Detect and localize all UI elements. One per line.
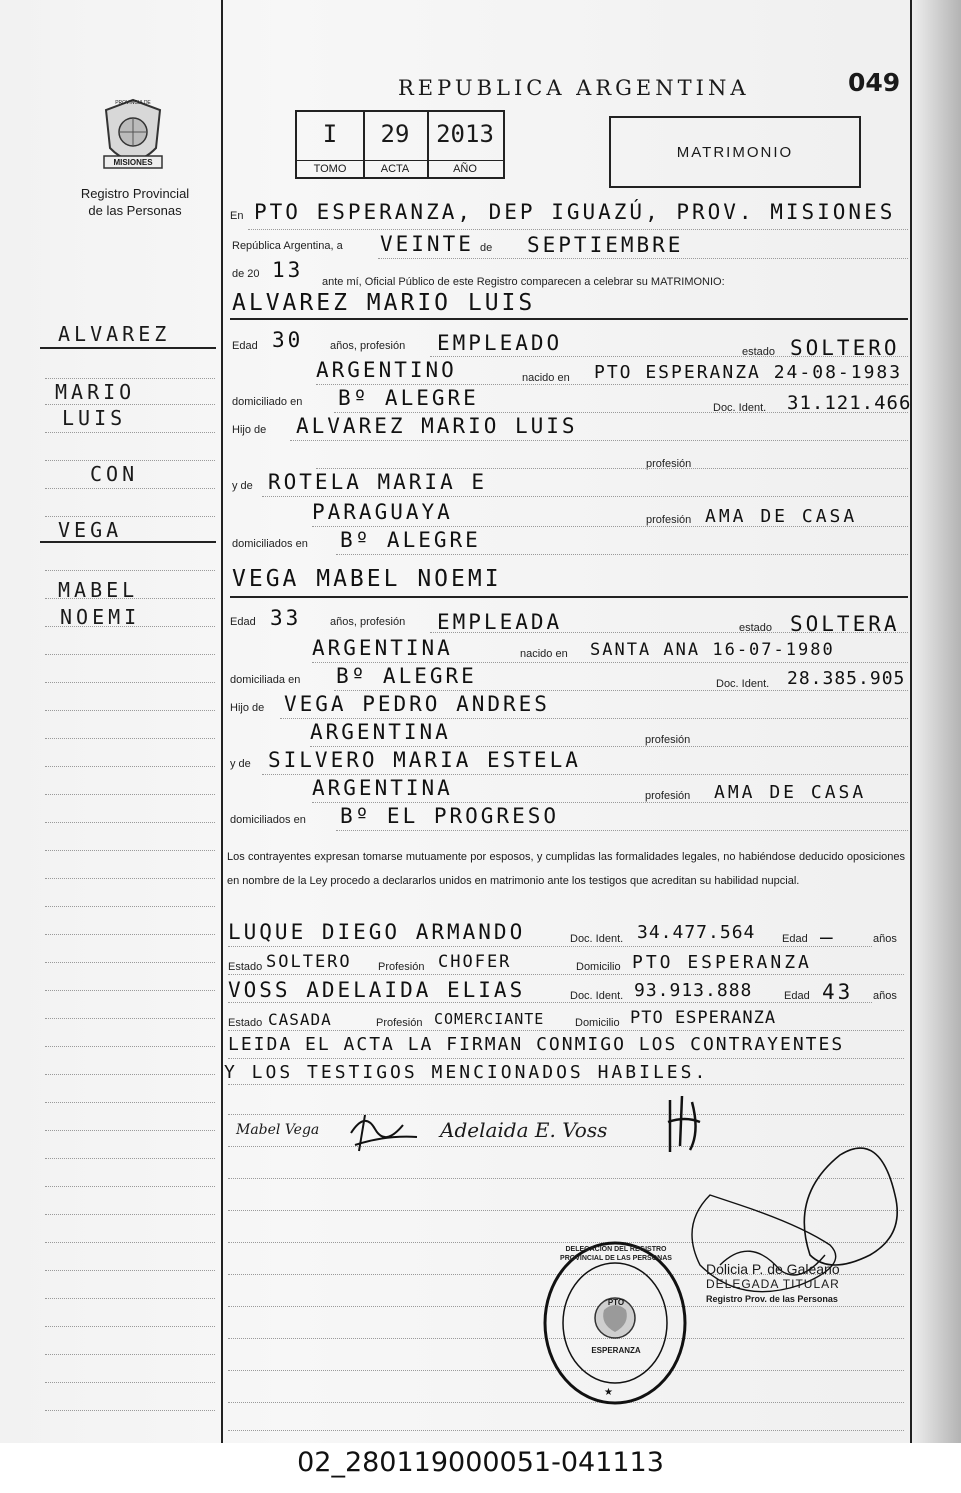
groom-status: SOLTERO xyxy=(790,336,900,360)
margin-bride-name2: NOEMI xyxy=(60,605,141,629)
acta-cell xyxy=(363,112,429,177)
month-value: SEPTIEMBRE xyxy=(527,233,684,257)
bride-name-line xyxy=(230,596,908,598)
witness2-anos-label: años xyxy=(873,990,897,1002)
year-prefix: de 20 xyxy=(232,268,260,280)
margin-divider-line xyxy=(221,0,223,1443)
bride-status: SOLTERA xyxy=(790,612,900,636)
witness1-estado-label: Estado xyxy=(228,961,263,973)
bride-parents-address: Bº EL PROGRESO xyxy=(340,804,560,828)
bride-line-4 xyxy=(334,690,908,691)
witness2-name: VOSS ADELAIDA ELIAS xyxy=(228,978,526,1002)
groom-line-5 xyxy=(290,440,908,441)
groom-nationality: ARGENTINO xyxy=(316,358,457,382)
groom-line-2 xyxy=(430,356,908,357)
margin-groom-surname: ALVAREZ xyxy=(58,322,171,346)
groom-line-6 xyxy=(316,468,908,469)
date-line xyxy=(378,258,908,259)
logo-text-top: PROVINCIA DE xyxy=(115,100,151,106)
witness2-line-2 xyxy=(228,1030,904,1031)
groom-doc-label: Doc. Ident. xyxy=(713,402,767,414)
registry-caption-line2: de las Personas xyxy=(88,203,182,218)
groom-father: ALVAREZ MARIO LUIS xyxy=(296,414,578,438)
page-number: 049 xyxy=(848,68,901,97)
witness2-estado-label: Estado xyxy=(228,1017,263,1029)
country-title: REPUBLICA ARGENTINA xyxy=(398,76,750,100)
witness2-edad-label: Edad xyxy=(784,990,810,1002)
groom-yde-label: y de xyxy=(232,480,253,492)
witness2-doc-label: Doc. Ident. xyxy=(570,990,624,1002)
groom-line-7 xyxy=(262,496,908,497)
day-value: VEINTE xyxy=(380,232,474,256)
witness2-status: CASADA xyxy=(268,1010,332,1029)
groom-estado-label: estado xyxy=(742,346,776,358)
tomo-label: TOMO xyxy=(297,160,363,177)
tomo-cell xyxy=(297,112,365,177)
groom-line-4 xyxy=(334,412,908,413)
intro-sentence: ante mí, Oficial Público de este Registro comparecen a celebrar su MATRIMONIO: xyxy=(322,276,725,288)
bride-line-3 xyxy=(312,662,908,663)
witness1-anos-label: años xyxy=(873,933,897,945)
right-border-line xyxy=(910,0,912,1443)
groom-hijo-label: Hijo de xyxy=(232,424,267,436)
bride-father-nationality: ARGENTINA xyxy=(310,720,451,744)
bride-line-7 xyxy=(262,774,908,775)
bride-born: SANTA ANA 16-07-1980 xyxy=(590,640,835,660)
groom-line-8 xyxy=(312,526,908,527)
officer-name: Dolicia P. de Galeano xyxy=(706,1261,840,1277)
witness1-doc: 34.477.564 xyxy=(637,922,756,943)
closing-underline-1 xyxy=(228,1058,904,1059)
bride-line-6 xyxy=(310,746,908,747)
bride-address: Bº ALEGRE xyxy=(336,664,477,688)
witness2-signature: Adelaida E. Voss xyxy=(440,1118,608,1142)
witness1-address: PTO ESPERANZA xyxy=(632,952,812,973)
margin-bride-surname: VEGA xyxy=(58,518,123,542)
witness1-prof-label: Profesión xyxy=(378,961,425,973)
en-label: En xyxy=(230,210,244,222)
groom-born: PTO ESPERANZA 24-08-1983 xyxy=(594,362,903,383)
bride-line-9 xyxy=(336,830,908,831)
republica-label: República Argentina, a xyxy=(232,240,343,252)
groom-profession: EMPLEADO xyxy=(437,331,563,355)
officer-title: DELEGADA TITULAR xyxy=(706,1277,840,1291)
seal-center-bottom: ESPERANZA xyxy=(591,1346,641,1355)
seal-center-top: PTO xyxy=(607,1298,625,1307)
place-line xyxy=(248,229,908,230)
witness1-name: LUQUE DIEGO ARMANDO xyxy=(228,920,526,944)
registry-seal xyxy=(540,1238,690,1408)
witness2-domicilio-label: Domicilio xyxy=(575,1017,620,1029)
witness1-line-2 xyxy=(228,974,904,975)
witness2-line-1 xyxy=(228,1002,872,1003)
margin-groom-name1: MARIO xyxy=(55,380,136,404)
witness1-profession: CHOFER xyxy=(438,952,512,972)
witness2-doc: 93.913.888 xyxy=(634,980,753,1001)
tomo-value: I xyxy=(322,120,338,148)
margin-connector: CON xyxy=(90,462,139,486)
bride-hijo-label: Hijo de xyxy=(230,702,265,714)
closing-underline-2 xyxy=(228,1084,904,1085)
witness1-edad-label: Edad xyxy=(782,933,808,945)
record-type-box: MATRIMONIO xyxy=(609,116,861,188)
svg-text:★: ★ xyxy=(604,1387,613,1398)
groom-age: 30 xyxy=(272,328,304,352)
place-value: PTO ESPERANZA, DEP IGUAZÚ, PROV. MISIONES xyxy=(254,200,896,224)
witness1-doc-label: Doc. Ident. xyxy=(570,933,624,945)
margin-groom-name2: LUIS xyxy=(62,406,127,430)
groom-mother-prof-label: profesión xyxy=(646,514,692,526)
groom-edad-label: Edad xyxy=(232,340,258,352)
groom-profesion-label: años, profesión xyxy=(330,340,406,352)
bride-mother-prof-label: profesión xyxy=(645,790,691,802)
margin-underline-1 xyxy=(40,347,216,349)
groom-mother: ROTELA MARIA E xyxy=(268,470,488,494)
de-label: de xyxy=(480,242,493,254)
groom-line-9 xyxy=(336,554,908,555)
document-id-footer: 02_280119000051-041113 xyxy=(0,1443,961,1493)
bride-mother-profession: AMA DE CASA xyxy=(714,782,867,803)
registry-caption xyxy=(55,185,215,219)
bride-nationality: ARGENTINA xyxy=(312,636,453,660)
bride-domiciliados-label: domiciliados en xyxy=(230,814,306,826)
declaration-text: Los contrayentes expresan tomarse mutuamente por esposos, y cumplidas las formalidades legales, no habiéndose deducido oposiciones en nombre de la Ley procedo a declararlos unidos en matrimonio ante los testigos que acreditan su habilidad nupcial. xyxy=(227,851,905,887)
witness1-status: SOLTERO xyxy=(266,952,352,972)
year-suffix: 13 xyxy=(272,258,304,282)
bride-father: VEGA PEDRO ANDRES xyxy=(284,692,550,716)
bride-profession: EMPLEADA xyxy=(437,610,563,634)
bride-yde-label: y de xyxy=(230,758,251,770)
witness1-domicilio-label: Domicilio xyxy=(576,961,621,973)
bride-nacido-label: nacido en xyxy=(520,648,568,660)
bride-line-8 xyxy=(312,802,908,803)
bride-estado-label: estado xyxy=(739,622,773,634)
groom-signature xyxy=(345,1105,425,1155)
bride-full-name: VEGA MABEL NOEMI xyxy=(232,566,502,592)
seal-ring-text: DELEGACION DEL REGISTRO PROVINCIAL DE LAS PERSONAS xyxy=(560,1246,672,1262)
margin-underline-2 xyxy=(40,541,216,543)
groom-line-3 xyxy=(316,384,908,385)
bride-line-5 xyxy=(280,718,908,719)
bride-domiciliada-label: domiciliada en xyxy=(230,674,301,686)
witness2-prof-label: Profesión xyxy=(376,1017,423,1029)
witness1-age: — xyxy=(820,925,836,949)
anio-label: AÑO xyxy=(427,160,503,177)
bride-signature: Mabel Vega xyxy=(236,1122,320,1138)
anio-value: 2013 xyxy=(436,120,494,148)
officer-org: Registro Prov. de las Personas xyxy=(706,1294,838,1304)
groom-name-line xyxy=(230,318,908,320)
bride-father-prof-label: profesión xyxy=(645,734,691,746)
groom-doc: 31.121.466 xyxy=(787,392,912,414)
groom-parents-address: Bº ALEGRE xyxy=(340,528,481,552)
groom-father-prof-label: profesión xyxy=(646,458,692,470)
groom-domiciliados-label: domiciliados en xyxy=(232,538,308,550)
bride-mother: SILVERO MARIA ESTELA xyxy=(268,748,581,772)
record-number-box xyxy=(295,110,505,179)
bride-age: 33 xyxy=(270,606,302,630)
groom-mother-nationality: PARAGUAYA xyxy=(312,500,453,524)
bride-line-2 xyxy=(430,632,908,633)
groom-nacido-label: nacido en xyxy=(522,372,570,384)
groom-address: Bº ALEGRE xyxy=(338,386,479,410)
bride-mother-nationality: ARGENTINA xyxy=(312,776,453,800)
groom-domiciliado-label: domiciliado en xyxy=(232,396,303,408)
groom-full-name: ALVAREZ MARIO LUIS xyxy=(232,290,536,316)
margin-bride-name1: MABEL xyxy=(58,578,139,602)
bride-doc-label: Doc. Ident. xyxy=(716,678,770,690)
acta-value: 29 xyxy=(380,120,410,148)
witness2-age: 43 xyxy=(822,980,854,1004)
registry-caption-line1: Registro Provincial xyxy=(80,186,190,201)
groom-mother-profession: AMA DE CASA xyxy=(705,506,858,527)
officer-stamp xyxy=(706,1262,840,1307)
page-shadow xyxy=(911,0,961,1443)
witness2-profession: COMERCIANTE xyxy=(434,1010,545,1028)
logo-text-bottom: MISIONES xyxy=(113,158,153,167)
anio-cell xyxy=(427,112,503,177)
closing-line-2: Y LOS TESTIGOS MENCIONADOS HABILES. xyxy=(224,1062,709,1083)
bride-edad-label: Edad xyxy=(230,616,256,628)
witness1-line-1 xyxy=(228,946,872,947)
bride-profesion-label: años, profesión xyxy=(330,616,406,628)
witness2-address: PTO ESPERANZA xyxy=(630,1008,777,1028)
acta-label: ACTA xyxy=(363,160,427,177)
bride-doc: 28.385.905 xyxy=(787,668,906,689)
closing-line-1: LEIDA EL ACTA LA FIRMAN CONMIGO LOS CONTRAYENTES xyxy=(228,1034,845,1055)
